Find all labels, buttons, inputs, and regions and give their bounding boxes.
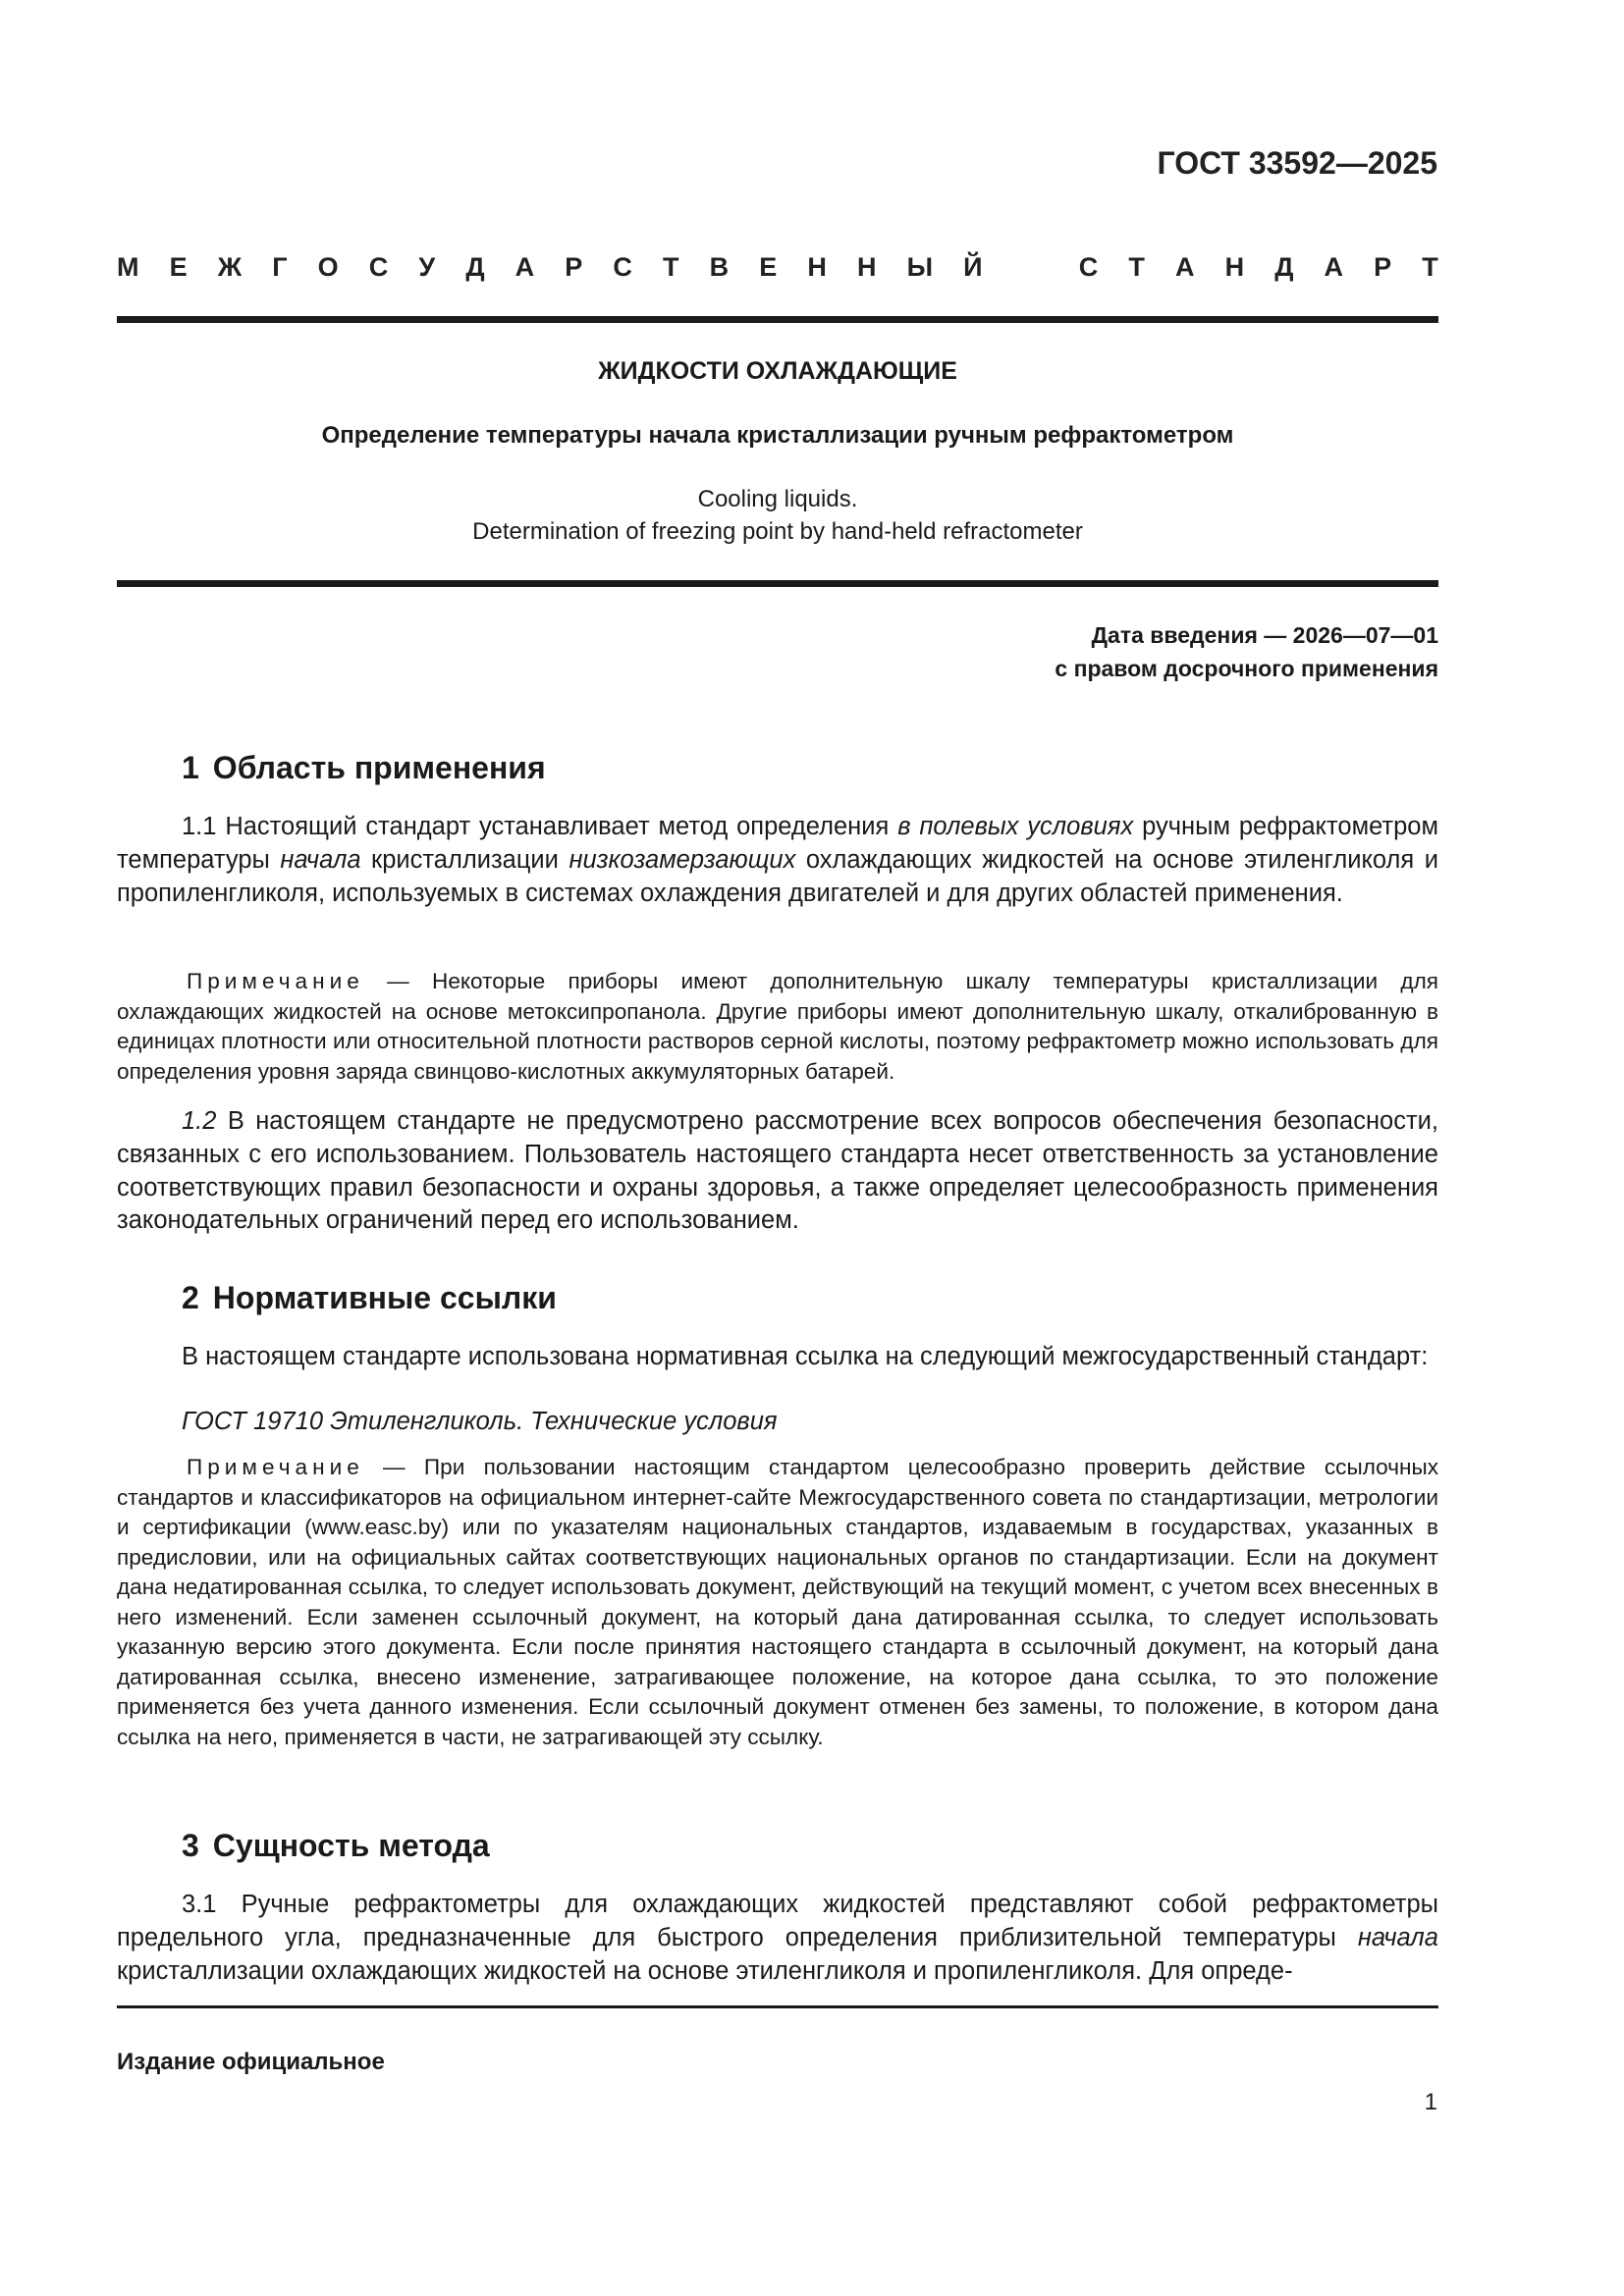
heading-letter: Д bbox=[1274, 252, 1294, 282]
heading-letter: Т bbox=[1422, 252, 1438, 282]
heading-letter: Н bbox=[856, 252, 877, 282]
text-run: 3.1 Ручные рефрактометры для охлаждающих жидкостей представляют собой рефрактометры предельного угла, предназначенные для быстрого определения приблизительной температуры bbox=[117, 1891, 1438, 1951]
clause-text: В настоящем стандарте не предусмотрено рассмотрение всех вопросов обеспечения безопасности, связанных с его использованием. Пользователь настоящего стандарта несет ответственность за установление соответствующих правил безопасности и охраны здоровья, а также определяет целесообразность применения законодательных ограничений перед его использованием. bbox=[117, 1107, 1438, 1235]
text-run: 1.1 Настоящий стандарт устанавливает метод определения bbox=[182, 813, 898, 840]
introduction-date bbox=[1055, 618, 1438, 685]
text-run-italic: начала bbox=[1357, 1923, 1438, 1951]
section-number: 3 bbox=[182, 1828, 199, 1863]
clause-number: 1.2 bbox=[182, 1107, 217, 1135]
section-title: Область применения bbox=[212, 750, 546, 785]
heading-letter: Е bbox=[759, 252, 778, 282]
note-text: — Некоторые приборы имеют дополнительную шкалу температуры кристаллизации для охлаждающих жидкостей на основе метоксипропанола. Другие приборы имеют дополнительную шкалу, откалиброванную в единицах плотности или относительной плотности растворов серной кислоты, поэтому рефрактометр можно использовать для определения уровня заряда свинцово-кислотных аккумуляторных батарей. bbox=[117, 969, 1438, 1084]
note-label: Примечание bbox=[187, 969, 364, 993]
text-run-italic: в полевых условиях bbox=[897, 813, 1134, 840]
note-1 bbox=[117, 967, 1438, 1087]
heading-letter: Г bbox=[272, 252, 288, 282]
text-run: ручным рефрактометром температуры bbox=[117, 813, 1439, 874]
section-2-intro bbox=[117, 1341, 1438, 1374]
top-divider bbox=[117, 316, 1438, 323]
heading-letter: Н bbox=[807, 252, 827, 282]
heading-letter: О bbox=[317, 252, 339, 282]
english-title-line2: Determination of freezing point by hand-held refractometer bbox=[472, 518, 1083, 545]
heading-letter: Й bbox=[963, 252, 983, 282]
clause-3-1 bbox=[117, 1889, 1438, 1988]
heading-letter: А bbox=[1324, 252, 1344, 282]
heading-letter: С bbox=[1078, 252, 1099, 282]
heading-letter: А bbox=[514, 252, 535, 282]
english-title bbox=[117, 483, 1438, 548]
document-title: ЖИДКОСТИ ОХЛАЖДАЮЩИЕ bbox=[598, 357, 957, 385]
heading-letter: Р bbox=[1374, 252, 1392, 282]
page-number: 1 bbox=[1424, 2089, 1437, 2115]
footer-divider bbox=[117, 2005, 1438, 2008]
introduction-date-line: Дата введения — 2026—07—01 bbox=[1091, 622, 1438, 648]
heading-letter: Н bbox=[1224, 252, 1245, 282]
official-edition-label: Издание официальное bbox=[117, 2049, 385, 2075]
title-divider bbox=[117, 580, 1438, 587]
clause-1-1 bbox=[117, 811, 1438, 910]
note-text: — При пользовании настоящим стандартом целесообразно проверить действие ссылочных стандартов и классификаторов на официальном интернет-сайте Межгосударственного совета по стандартизации, метрологии и сертификации (www.easc.by) или по указателям национальных стандартов, издаваемым в государствах, указанных в предисловии, или на официальных сайтах соответствующих национальных органов по стандартизации. Если на документ дана недатированная ссылка, то следует использовать документ, действующий на текущий момент, с учетом всех внесенных в него изменений. Если заменен ссылочный документ, на который дана датированная ссылка, то следует использовать указанную версию этого документа. Если после принятия настоящего стандарта в ссылочный документ, на который дана датированная ссылка, внесено изменение, затрагивающее положение, на которое дана ссылка, то это положение применяется без учета данного изменения. Если ссылочный документ отменен без замены, то положение, в котором дана ссылка на него, применяется в части, не затрагивающей эту ссылку. bbox=[117, 1455, 1438, 1749]
document-subtitle: Определение температуры начала кристаллизации ручным рефрактометром bbox=[321, 422, 1234, 449]
text-run: кристаллизации bbox=[360, 845, 569, 874]
heading-letter: Ы bbox=[906, 252, 934, 282]
section-2-heading bbox=[182, 1280, 557, 1316]
heading-letter: Д bbox=[465, 252, 485, 282]
section-1-heading bbox=[182, 750, 546, 786]
normative-reference: ГОСТ 19710 Этиленгликоль. Технические условия bbox=[182, 1408, 778, 1435]
text-run-italic: низкозамерзающих bbox=[568, 845, 796, 874]
text-run: охлаждающих жидкостей на основе этиленгликоля и пропиленгликоля, используемых в системах охлаждения двигателей и для других областей применения. bbox=[117, 845, 1438, 907]
section-number: 2 bbox=[182, 1280, 199, 1315]
heading-letter: Т bbox=[663, 252, 679, 282]
section-title: Нормативные ссылки bbox=[212, 1280, 557, 1315]
text-run: В настоящем стандарте использована нормативная ссылка на следующий межгосударственный стандарт: bbox=[182, 1343, 1429, 1370]
text-run: кристаллизации охлаждающих жидкостей на основе этиленгликоля и пропиленгликоля. Для опреде- bbox=[117, 1956, 1293, 1985]
interstate-standard-heading bbox=[117, 252, 1438, 283]
section-number: 1 bbox=[182, 750, 199, 785]
heading-letter: Е bbox=[169, 252, 188, 282]
english-title-line1: Cooling liquids. bbox=[697, 486, 858, 512]
text-run-italic: начала bbox=[280, 845, 361, 874]
heading-letter: С bbox=[613, 252, 632, 282]
heading-letter: А bbox=[1174, 252, 1195, 282]
note-2 bbox=[117, 1453, 1438, 1752]
heading-letter: В bbox=[709, 252, 730, 282]
heading-letter: Ж bbox=[217, 252, 243, 282]
section-title: Сущность метода bbox=[212, 1828, 490, 1863]
heading-letter: М bbox=[117, 252, 139, 282]
standard-number: ГОСТ 33592—2025 bbox=[1157, 145, 1437, 181]
heading-letter: С bbox=[368, 252, 389, 282]
heading-letter: У bbox=[418, 252, 436, 282]
heading-letter: Т bbox=[1128, 252, 1145, 282]
early-application-line: с правом досрочного применения bbox=[1055, 656, 1438, 681]
heading-letter: Р bbox=[565, 252, 583, 282]
section-3-heading bbox=[182, 1828, 490, 1864]
note-label: Примечание bbox=[187, 1455, 364, 1479]
clause-1-2 bbox=[117, 1105, 1438, 1238]
